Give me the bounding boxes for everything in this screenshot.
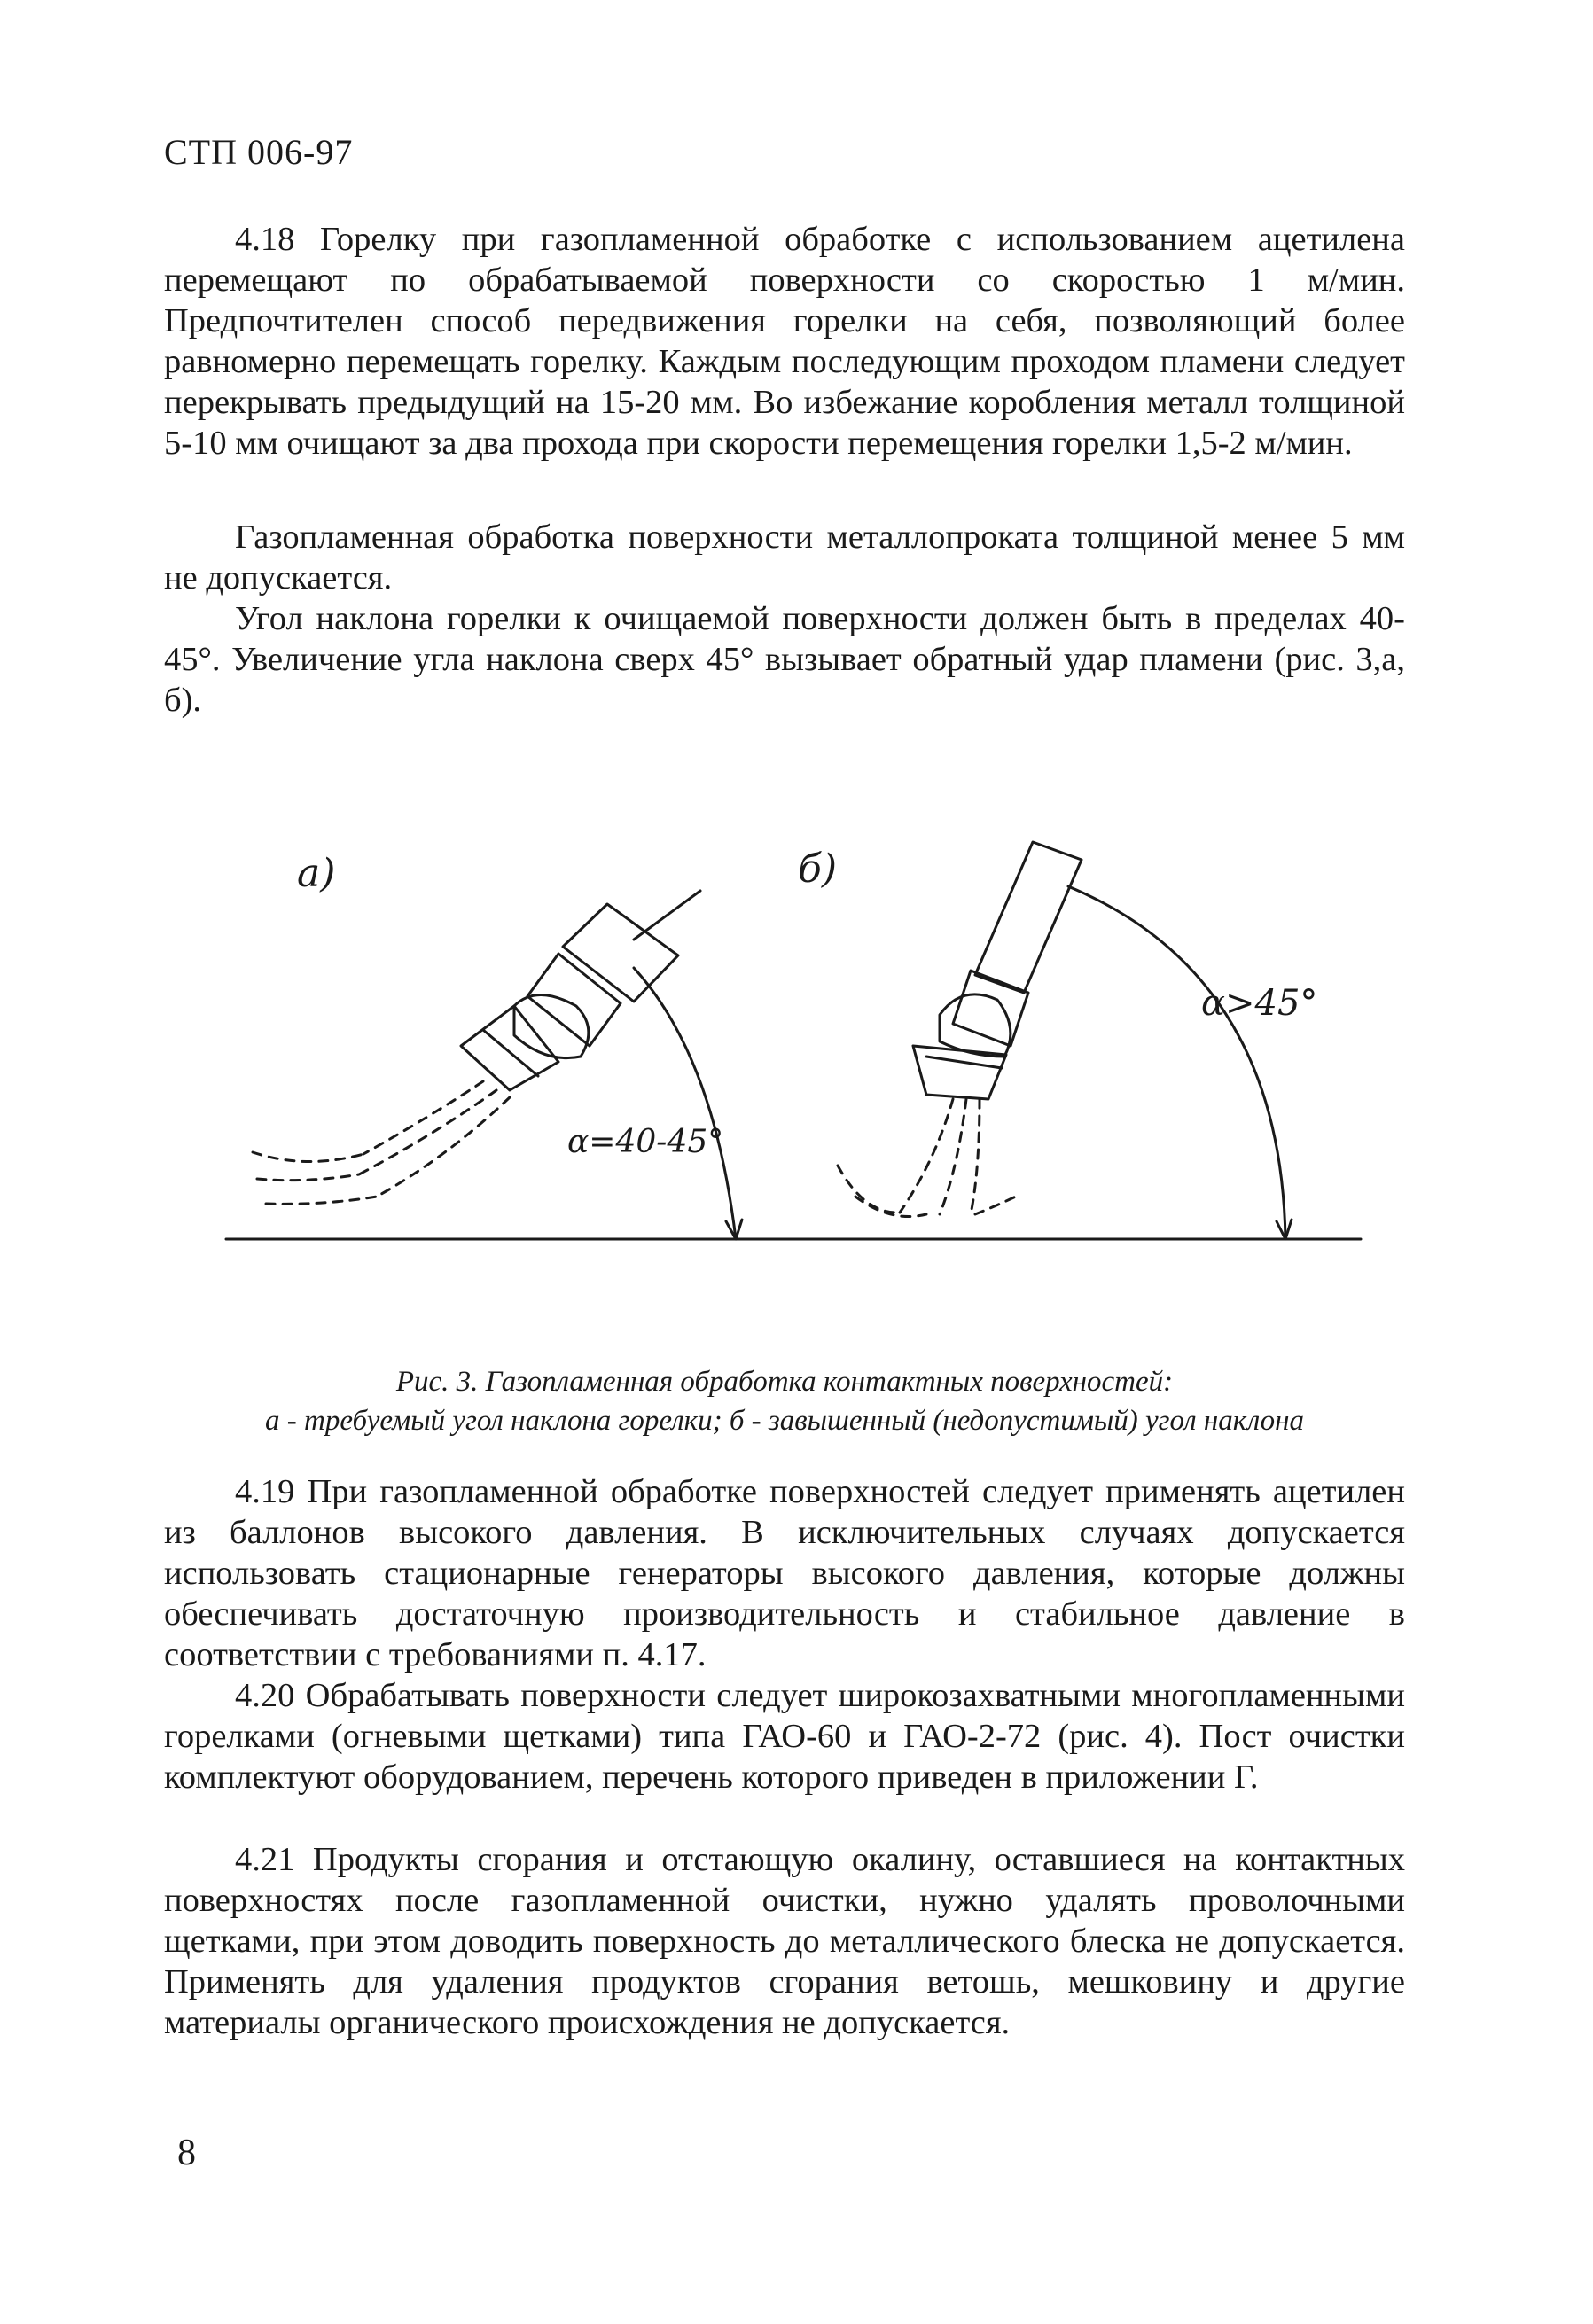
document-code: СТП 006-97	[164, 132, 354, 172]
label-a: а)	[297, 851, 336, 896]
angle-label-a: α=40-45°	[567, 1124, 724, 1160]
caption-line-1: Рис. 3. Газопламенная обработка контактных поверхностей:	[395, 1366, 1174, 1398]
paragraph-text: 4.21 Продукты сгорания и отстающую окалину, оставшиеся на контактных поверхностях после газопламенной очистки, нужно удалять проволочными щетками, при этом доводить поверхность до металлического блеска не допускается. Применять для удаления продуктов сгорания ветошь, мешковину и другие материалы органического происхождения не допускается.	[164, 1841, 1405, 2041]
paragraph-angle	[164, 598, 1405, 721]
torch-angle-diagram	[217, 824, 1441, 1267]
paragraph-text: 4.19 При газопламенной обработке поверхностей следует применять ацетилен из баллонов высокого давления. В исключительных случаях допускается использовать стационарные генераторы высокого давления, которые должны обеспечивать достаточную производительность и стабильное давление в соответствии с требованиями п. 4.17.	[164, 1473, 1405, 1673]
paragraph-text: Угол наклона горелки к очищаемой поверхности должен быть в пределах 40-45°. Увеличение угла наклона сверх 45° вызывает обратный удар пламени (рис. 3,а, б).	[164, 600, 1405, 719]
paragraph-4-19	[164, 1471, 1405, 1675]
paragraph-4-20	[164, 1675, 1405, 1798]
page-number: 8	[177, 2133, 196, 2173]
angle-label-b: α>45°	[1201, 983, 1318, 1024]
label-b: б)	[798, 846, 838, 892]
paragraph-4-21	[164, 1839, 1405, 2043]
angle-arc-a	[634, 968, 736, 1239]
figure-3-torch-angle	[217, 824, 1441, 1267]
paragraph-text: Газопламенная обработка поверхности металлопроката толщиной менее 5 мм не допускается.	[164, 519, 1405, 597]
paragraph-text: 4.20 Обрабатывать поверхности следует широкозахватными многопламенными горелками (огневыми щетками) типа ГАО-60 и ГАО-2-72 (рис. 4). Пост очистки комплектуют оборудованием, перечень которого приведен в приложении Г.	[164, 1677, 1405, 1796]
angle-arc-b	[1068, 886, 1285, 1239]
paragraph-thin-metal	[164, 517, 1405, 598]
paragraph-4-18	[164, 219, 1405, 464]
paragraph-text: 4.18 Горелку при газопламенной обработке с использованием ацетилена перемещают по обрабатываемой поверхности со скоростью 1 м/мин. Предпочтителен способ передвижения горелки на себя, позволяющий более равномерно перемещать горелку. Каждым последующим проходом пламени следует перекрывать предыдущий на 15-20 мм. Во избежание коробления металл толщиной 5-10 мм очищают за два прохода при скорости перемещения горелки 1,5-2 м/мин.	[164, 221, 1405, 462]
figure-caption	[164, 1362, 1405, 1440]
torch-b	[838, 842, 1082, 1217]
caption-line-2: а - требуемый угол наклона горелки; б - завышенный (недопустимый) угол наклона	[265, 1405, 1304, 1437]
